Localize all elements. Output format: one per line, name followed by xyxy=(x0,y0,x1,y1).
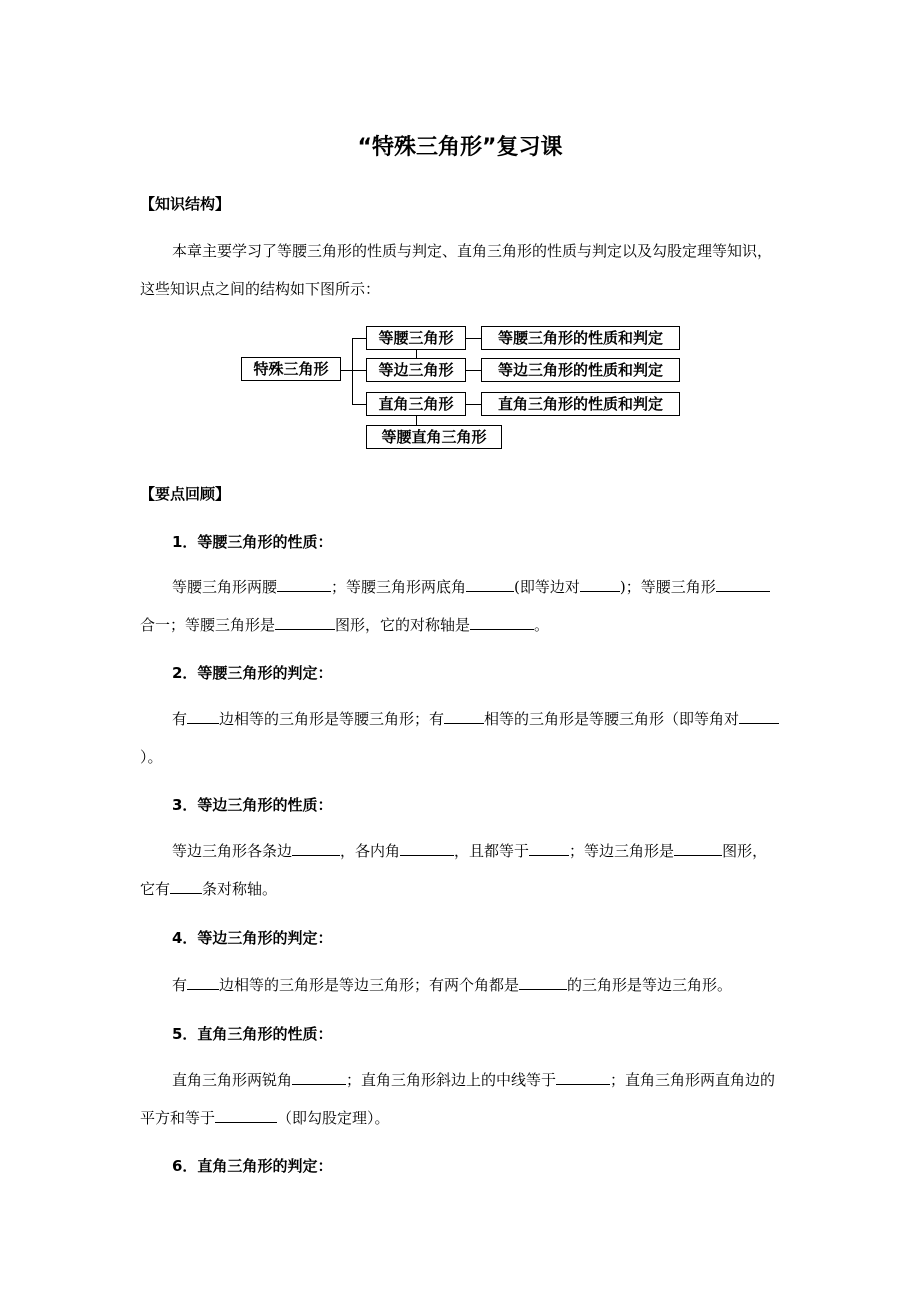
diagram-connector xyxy=(352,370,366,371)
diagram-box-equilateral-properties: 等边三角形的性质和判定 xyxy=(481,358,680,382)
diagram-connector xyxy=(465,338,481,339)
fill-blank[interactable] xyxy=(466,576,514,592)
item-6-heading: 6．直角三角形的判定： xyxy=(172,1157,333,1175)
diagram-box-right: 直角三角形 xyxy=(366,392,466,416)
fill-blank[interactable] xyxy=(444,708,484,724)
diagram-connector xyxy=(465,404,481,405)
fill-blank[interactable] xyxy=(170,878,202,894)
section-key-points: 【要点回顾】 xyxy=(140,485,231,503)
item-2-heading: 2．等腰三角形的判定： xyxy=(172,664,333,682)
fill-blank[interactable] xyxy=(187,974,219,990)
fill-blank[interactable] xyxy=(470,614,534,630)
fill-blank[interactable] xyxy=(215,1107,277,1123)
diagram-connector xyxy=(416,416,417,425)
diagram-connector xyxy=(352,338,353,404)
fill-blank[interactable] xyxy=(277,576,331,592)
fill-blank[interactable] xyxy=(739,708,779,724)
diagram-connector xyxy=(416,350,417,358)
item-2-text: 有 边相等的三角形是等腰三角形；有 相等的三角形是等腰三角形（即等角对）。 xyxy=(140,700,780,776)
diagram-connector xyxy=(352,404,366,405)
diagram-box-isosceles: 等腰三角形 xyxy=(366,326,466,350)
item-3-text: 等边三角形各条边 ，各内角 ，且都等于 ；等边三角形是 图形，它有 条对称轴。 xyxy=(140,842,768,898)
intro-paragraph: 本章主要学习了等腰三角形的性质与判定、直角三角形的性质与判定以及勾股定理等知识，这些知识点之间的结构如下图所示： xyxy=(140,242,773,298)
diagram-box-right-properties: 直角三角形的性质和判定 xyxy=(481,392,680,416)
item-1-text: 等腰三角形两腰 ；等腰三角形两底角 (即等边对 )；等腰三角形合一；等腰三角形是 图形，它的对称轴是 。 xyxy=(140,568,780,644)
diagram-box-equilateral: 等边三角形 xyxy=(366,358,466,382)
fill-blank[interactable] xyxy=(292,1069,346,1085)
fill-blank[interactable] xyxy=(529,840,569,856)
diagram-box-special-triangle: 特殊三角形 xyxy=(241,357,341,381)
diagram-connector xyxy=(352,338,366,339)
item-4-text: 有 边相等的三角形是等边三角形；有两个角都是 的三角形是等边三角形。 xyxy=(172,976,733,994)
diagram-connector xyxy=(465,370,481,371)
fill-blank[interactable] xyxy=(187,708,219,724)
item-3-heading: 3．等边三角形的性质： xyxy=(172,796,333,814)
item-4-heading: 4．等边三角形的判定： xyxy=(172,929,333,947)
fill-blank[interactable] xyxy=(275,614,335,630)
fill-blank[interactable] xyxy=(674,840,722,856)
diagram-box-isosceles-right: 等腰直角三角形 xyxy=(366,425,502,449)
fill-blank[interactable] xyxy=(716,576,770,592)
fill-blank[interactable] xyxy=(400,840,454,856)
diagram-box-isosceles-properties: 等腰三角形的性质和判定 xyxy=(481,326,680,350)
fill-blank[interactable] xyxy=(556,1069,610,1085)
section-knowledge-structure: 【知识结构】 xyxy=(140,195,231,213)
fill-blank[interactable] xyxy=(292,840,340,856)
page-title: “特殊三角形”复习课 xyxy=(357,135,563,160)
fill-blank[interactable] xyxy=(580,576,620,592)
fill-blank[interactable] xyxy=(519,974,567,990)
item-5-heading: 5．直角三角形的性质： xyxy=(172,1025,333,1043)
item-1-heading: 1．等腰三角形的性质： xyxy=(172,533,333,551)
item-5-text: 直角三角形两锐角 ；直角三角形斜边上的中线等于 ；直角三角形两直角边的平方和等于 （即勾股定理）。 xyxy=(140,1071,776,1127)
